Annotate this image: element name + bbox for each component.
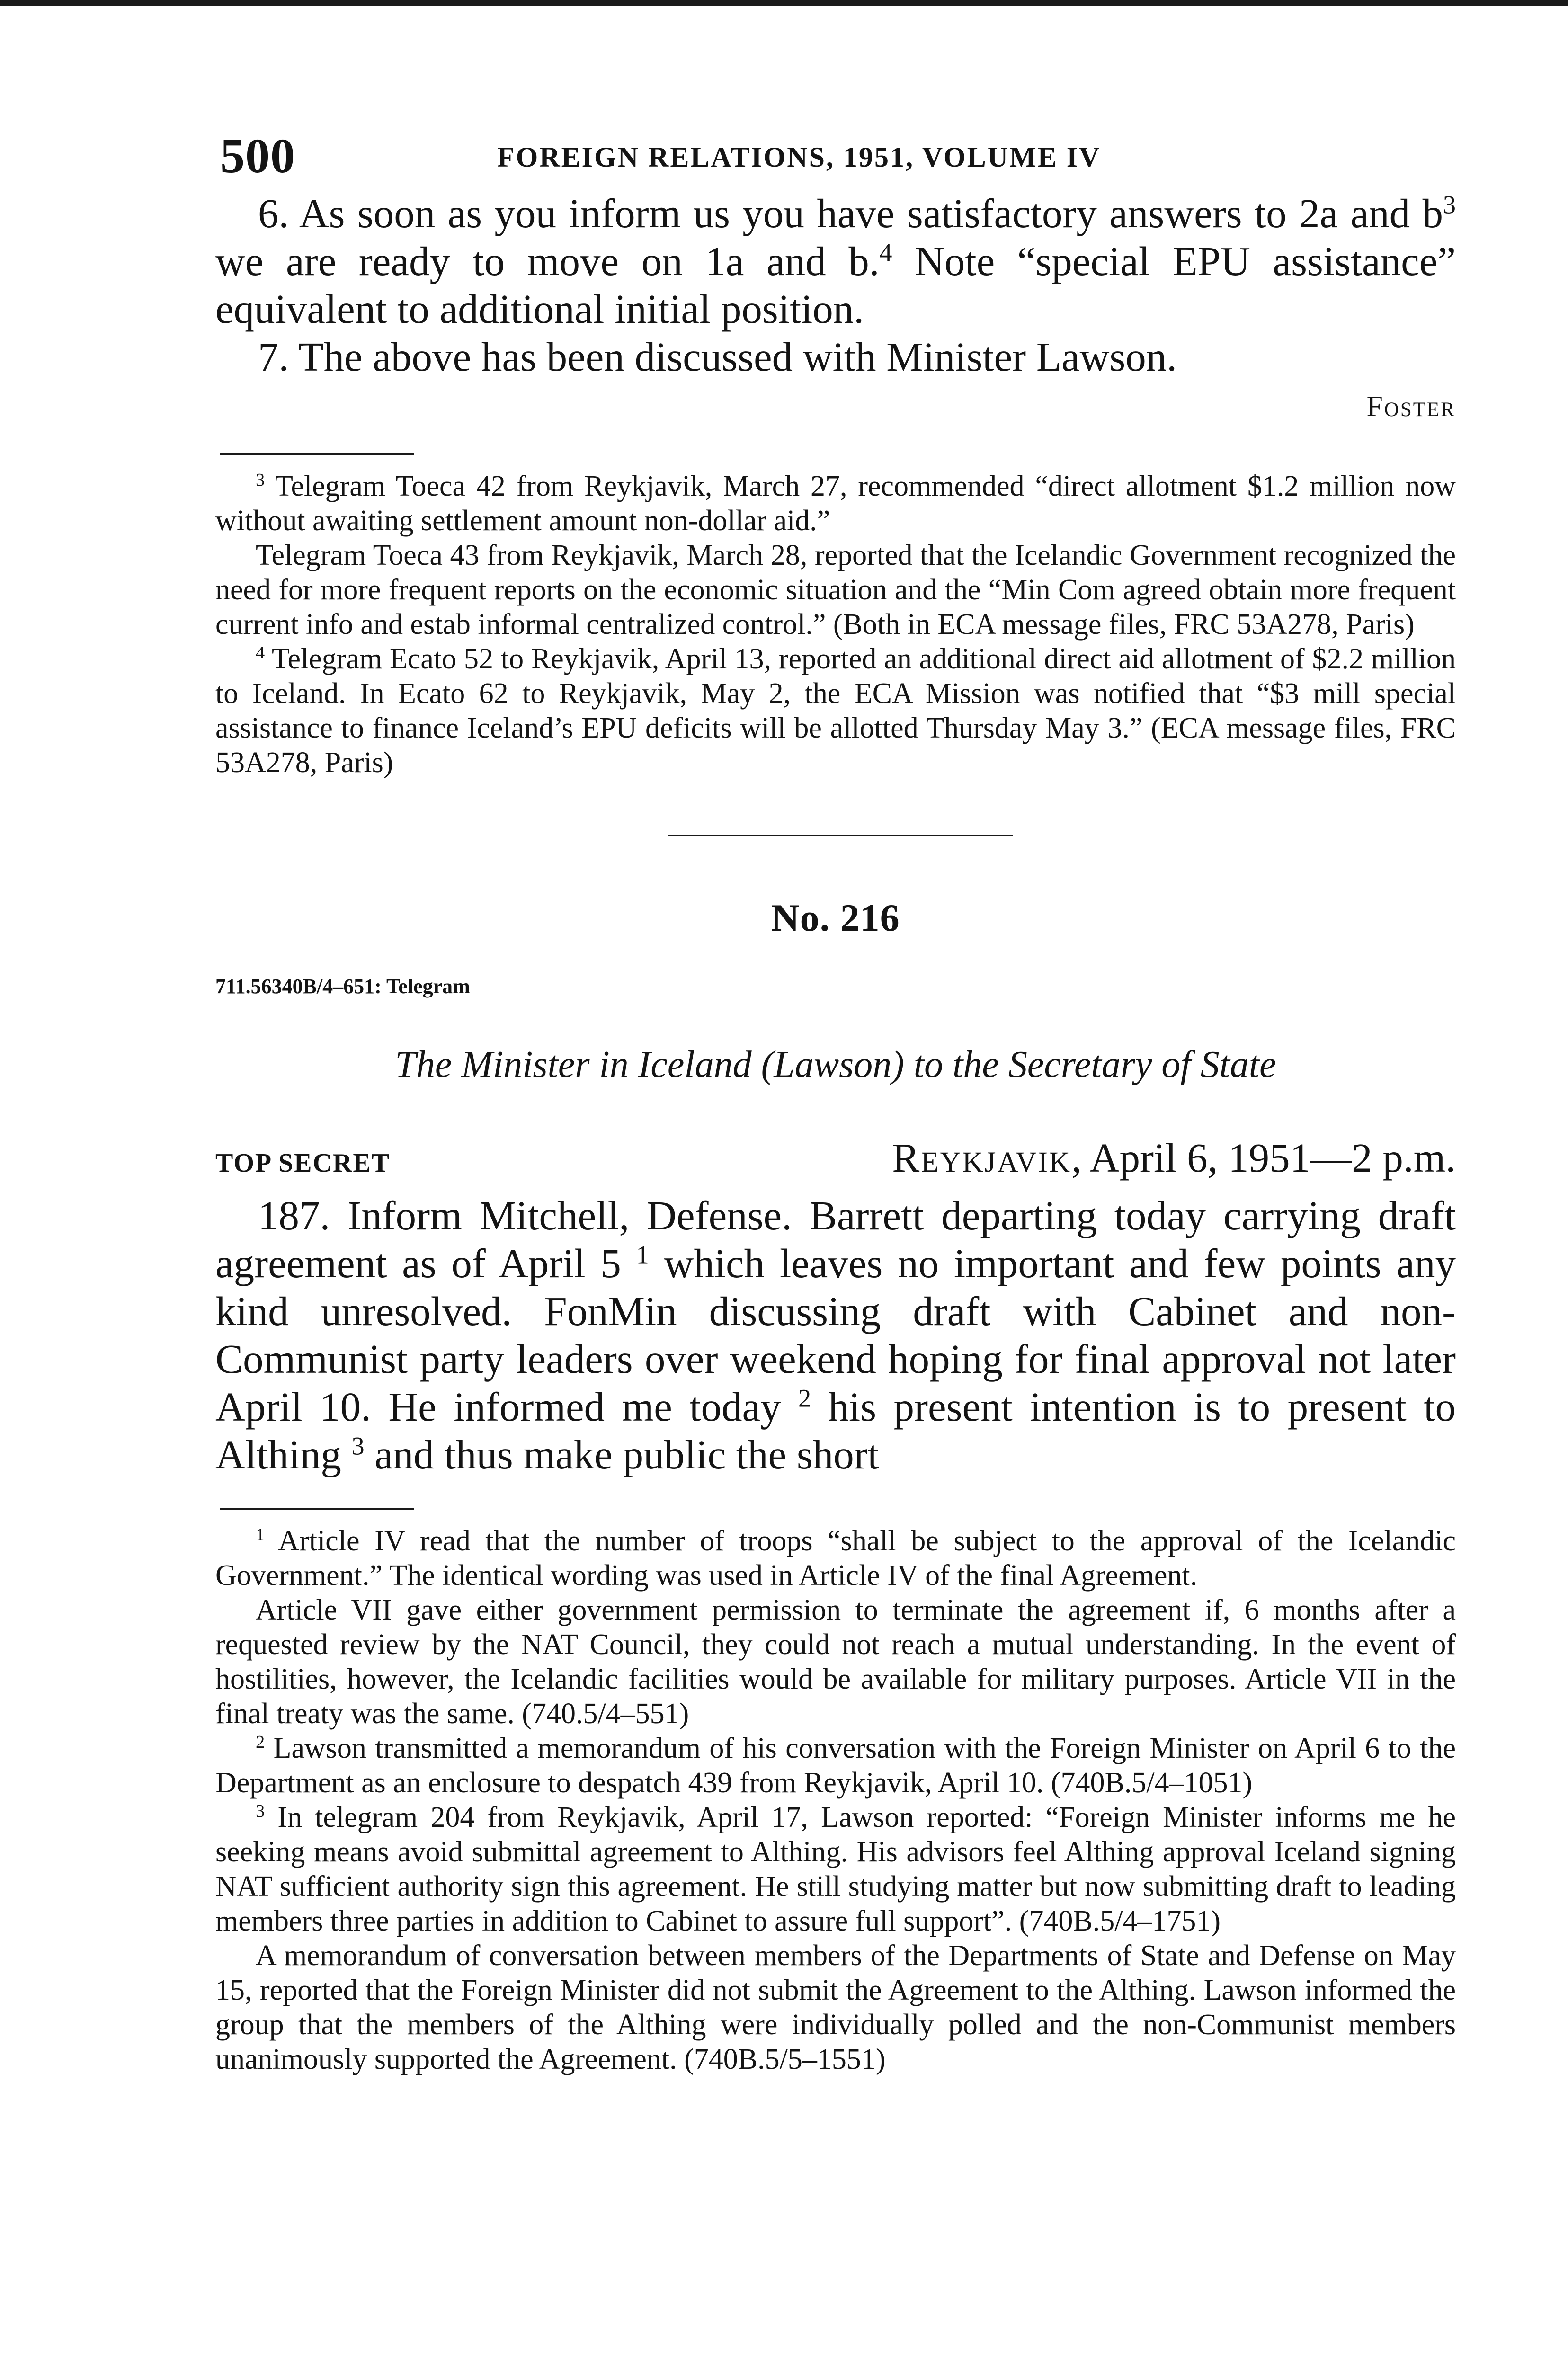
document-footnotes [215,1524,1456,2077]
classification: TOP SECRET [215,1148,391,1178]
page-number: 500 [220,129,295,183]
running-title: FOREIGN RELATIONS, 1951, VOLUME IV [497,142,1101,173]
footnote-2: $^2$ Lawson transmitted a memorandum of his conversation with the Foreign Minister on April 6 to the Department as an enclosure to despatch 439 from Reykjavik, April 10. (740B.5/4–1051) [215,1732,1456,1799]
paragraph-7: 7. The above has been discussed with Minister Lawson. [258,334,1177,380]
paragraph-6: 6. As soon as you inform us you have satisfactory answers to 2a and $b^3$ we are ready to move on 1a and b.$^4$ Note “special EPU assistance” equivalent to additional initial position. [215,190,1456,332]
file-reference: 711.56340B/4–651: Telegram [215,975,470,998]
signature: Foster [1366,391,1456,423]
footnote-1-continued: Article VII gave either government permission to terminate the agreement if, 6 months after a requested review by the NAT Council, they could not reach a mutual understanding. In the event of hostilities, however, the Icelandic facilities would be available for military purposes. Article VII in the final treaty was the same. (740.5/4–551) [215,1594,1456,1730]
footnote-ref: 4 [879,238,892,267]
document-title: The Minister in Iceland (Lawson) to the Secretary of State [395,1044,1276,1086]
footnote-3: $^3$ In telegram 204 from Reykjavik, April 17, Lawson reported: “Foreign Minister informs me he seeking means avoid submittal agreement to Althing. His advisors feel Althing approval Iceland signing NAT sufficient authority sign this agreement. He still studying matter but now submitting draft to leading members three parties in addition to Cabinet to assure full support”. (740B.5/4–1751) [215,1801,1456,1937]
top-border [0,0,1568,6]
footnote-divider [220,1508,414,1510]
document-separator [668,835,1013,836]
date: , April 6, 1951—2 p.m. [1071,1135,1456,1181]
document-heading-line [215,1134,1456,1186]
footnote-3-continued: A memorandum of conversation between members of the Departments of State and Defense on May 15, reported that the Foreign Minister did not submit the Agreement to the Althing. Lawson informed the group that the members of the Althing were individually polled and the non-Communist members unanimously supported the Agreement. (740B.5/5–1551) [215,1940,1456,2075]
footnote-3: $^3$ Telegram Toeca 42 from Reykjavik, March 27, recommended “direct allotment $1.2 million now without awaiting settlement amount non-dollar aid.” [215,470,1456,537]
footnote-ref: 3 [351,1432,365,1460]
footnote-ref: 3 [1443,190,1456,219]
document-page [215,114,1456,2077]
document-number: No. 216 [771,896,900,939]
footnote-1: $^1$ Article IV read that the number of troops “shall be subject to the approval of the Icelandic Government.” The identical wording was used in Article IV of the final Agreement. [215,1524,1456,1592]
previous-footnotes [215,469,1456,780]
footnote-ref: 2 [798,1384,811,1413]
telegram-paragraph: 187. Inform Mitchell, Defense. Barrett departing today carrying draft agreement as of April 5 $^1$ which leaves no important and few points any kind unresolved. FonMin discussing draft with Cabinet and non-Communist party leaders over weekend hoping for final approval not later April 10. He informed me today $^2$ his present intention is to present to Althing $^3$ and thus make public the short [215,1192,1456,1477]
running-head [215,114,1456,189]
footnote-4: $^4$ Telegram Ecato 52 to Reykjavik, April 13, reported an additional direct aid allotment of $2.2 million to Iceland. In Ecato 62 to Reykjavik, May 2, the ECA Mission was notified that “$3 mill special assistance to finance Iceland’s EPU deficits will be allotted Thursday May 3.” (ECA message files, FRC 53A278, Paris) [215,642,1456,779]
place-date [892,1134,1456,1182]
footnote-3-continued: Telegram Toeca 43 from Reykjavik, March 28, reported that the Icelandic Government recognized the need for more frequent reports on the economic situation and the “Min Com agreed obtain more frequent current info and estab informal centralized control.” (Both in ECA message files, FRC 53A278, Paris) [215,539,1456,641]
place: Reykjavik [892,1135,1071,1181]
footnote-divider [220,453,414,455]
footnote-ref: 1 [636,1240,649,1269]
previous-document-body [215,189,1456,381]
document-body [215,1192,1456,1478]
